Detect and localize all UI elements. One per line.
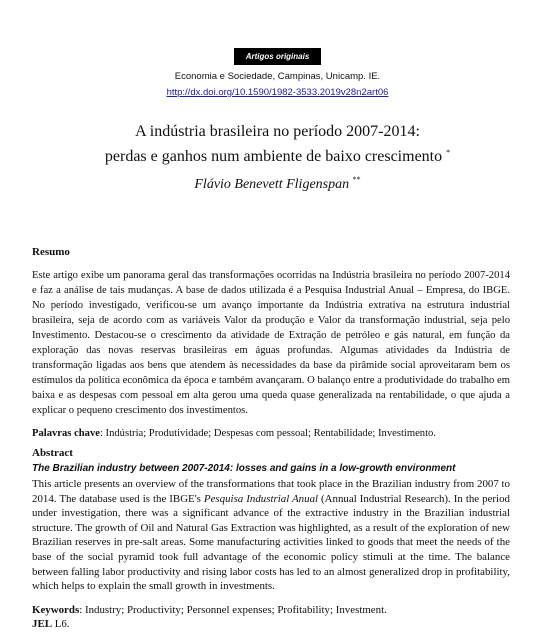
abstract-body xyxy=(32,477,510,594)
abstract-heading: Abstract xyxy=(32,447,73,459)
abstract-keywords-list: : Industry; Productivity; Personnel expenses; Profitability; Investment. xyxy=(79,603,387,616)
resumo-body: Este artigo exibe um panorama geral das transformações ocorridas na Indústria brasileira no período 2007-2014 e faz a análise de tais mudanças. A base de dados utilizada é a Pesquisa Industrial Anual – Empresa, do IBGE. No período investigado, verificou-se um avanço importante da Indústria extrativa na estrutura industrial brasileira, seja de acordo com as variáveis Valor da produção e Valor da transformação industrial, seja pelo Investimento. Destacou-se o crescimento da atividade de Extração de petróleo e gás natural, em função da exploração das novas reservas brasileiras em águas profundas. Algumas atividades da Indústria de transformação ligadas aos bens que atendem às necessidades da base da pirâmide social aproveitaram bem os estímulos da política econômica da época e também avançaram. O balanço entre a produtividade do trabalho em baixa e as despesas com pessoal em alta gerou uma queda quase generalizada na rentabilidade, o que ajuda a explicar o pequeno crescimento dos investimentos. xyxy=(32,270,510,416)
resumo-keywords-label: Palavras chave xyxy=(32,428,100,439)
title-line-1: A indústria brasileira no período 2007-2014: xyxy=(135,123,420,140)
abstract-keywords xyxy=(32,603,510,618)
article-header xyxy=(0,0,555,100)
abstract-section xyxy=(32,446,510,632)
title-footnote-marker[interactable]: * xyxy=(446,148,451,157)
section-badge: Artigos originais xyxy=(234,48,322,65)
abstract-body-post: (Annual Industrial Research). In the period under investigation, there was a significant advance of the extractive industry in the Brazilian industrial structure. The growth of Oil and Natural Gas Extraction was highlighted, as a result of the exploration of new Brazilian reserves in pre-salt areas. Some manufacturing activities linked to goods that meet the needs of the base of the social pyramid took full advantage of the economic policy stimuli at the time. The balance between falling labor productivity and rising labor costs has led to an almost generalized drop in profitability, which helps to explain the small growth in investments. xyxy=(32,492,510,593)
resumo-section xyxy=(32,245,510,441)
author-line xyxy=(0,171,555,194)
abstract-subtitle: The Brazilian industry between 2007-2014: losses and gains in a low-growth environment xyxy=(32,463,456,474)
resumo-keywords-list: : Indústria; Produtividade; Despesas com pessoal; Rentabilidade; Investimento. xyxy=(99,428,436,439)
author-footnote-marker[interactable]: ** xyxy=(352,175,361,184)
abstract-keywords-label: Keywords xyxy=(32,603,80,616)
abstract-body-pre: This article presents an overview of the transformations that took place in the Brazilian industry from 2007 to 2014. The database used is the IBGE's xyxy=(32,478,510,505)
abstract-body-italic: Pesquisa Industrial Anual xyxy=(203,492,319,505)
article-title xyxy=(0,121,555,167)
title-line-2-text: perdas e ganhos num ambiente de baixo crescimento xyxy=(104,148,443,165)
journal-citation: Economia e Sociedade, Campinas, Unicamp. IE. xyxy=(174,71,381,82)
abstract-jel-label: JEL xyxy=(32,618,52,631)
abstract-jel-codes: L6. xyxy=(51,618,70,631)
author-name: Flávio Benevett Fligenspan xyxy=(194,177,350,192)
resumo-heading: Resumo xyxy=(32,246,70,258)
title-line-2 xyxy=(0,142,555,167)
resumo-keywords xyxy=(32,426,510,441)
abstract-jel xyxy=(32,617,510,632)
doi-link[interactable]: http://dx.doi.org/10.1590/1982-3533.2019v28n2art06 xyxy=(166,87,389,98)
